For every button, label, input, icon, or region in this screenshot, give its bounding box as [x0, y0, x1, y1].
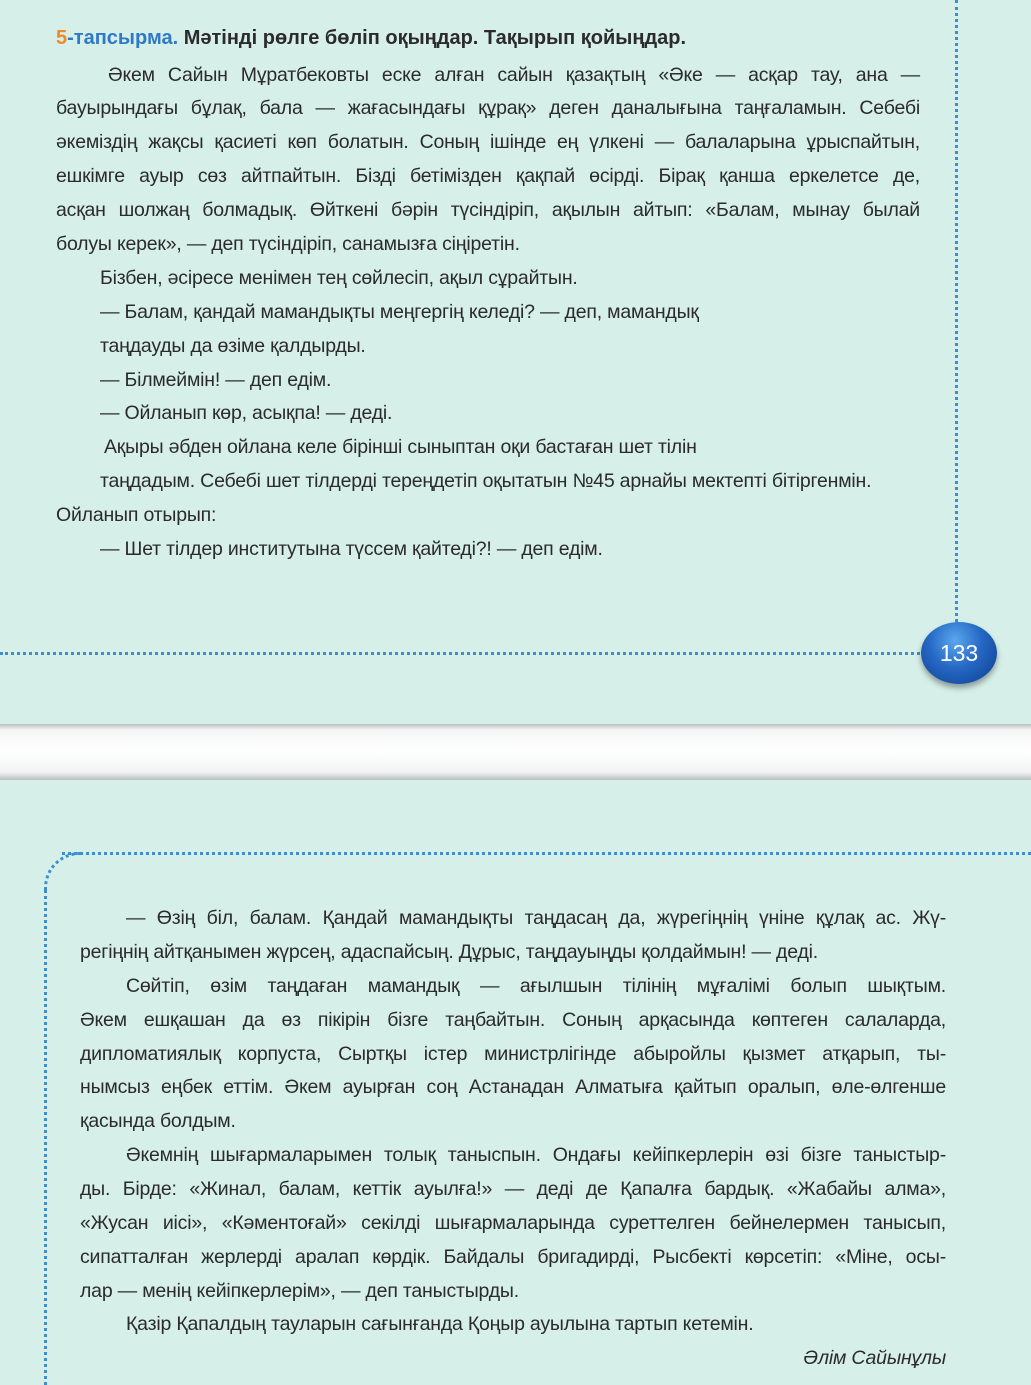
dialogue-line: — Білмеймін! — деп едім.	[100, 369, 332, 391]
task-heading	[56, 27, 686, 50]
paragraph-line: Ақыры әбден ойлана келе бірінші сыныптан оқи бастаған шет тілін	[104, 436, 697, 458]
paragraph-line: дипломатиялық корпуста, Сыртқы істер министрлігінде абыройлы қызмет атқарып, ты-	[80, 1043, 946, 1065]
task-instruction: Мәтінді рөлге бөліп оқыңдар. Тақырып қойыңдар.	[183, 27, 687, 49]
dotted-border-left	[44, 890, 47, 1385]
paragraph-line: ды. Бірде: «Жинал, балам, кеттік ауылға!» — деді де Қапалға бардық. «Жабайы алма»,	[80, 1178, 946, 1200]
dialogue-line: — Балам, қандай мамандықты меңгергің келеді? — деп, мамандық	[100, 301, 699, 323]
dialogue-line: — Шет тілдер институтына түссем қайтеді?! — деп едім.	[100, 538, 603, 560]
paragraph-line: қасында болдым.	[80, 1110, 236, 1132]
paragraph-line: әкеміздің жақсы қасиеті көп болатын. Соның ішінде ең үлкені — балаларына ұрыспайтын,	[56, 131, 920, 153]
paragraph-line: Бізбен, әсіресе менімен тең сөйлесіп, ақыл сұрайтын.	[100, 267, 578, 289]
paragraph-line: лар — менің кейіпкерлерім», — деп таныстырды.	[80, 1280, 519, 1302]
dialogue-line: таңдауды да өзіме қалдырды.	[100, 335, 366, 357]
paragraph-line: Ойланып отырып:	[56, 504, 217, 526]
paragraph-line: сипатталған жерлерді аралап көрдік. Байдалы бригадирді, Рысбекті көрсетіп: «Міне, осы-	[80, 1246, 946, 1268]
page-separator	[0, 724, 1031, 780]
author-signature: Әлім Сайынұлы	[803, 1347, 946, 1369]
dialogue-line: — Ойланып көр, асықпа! — деді.	[100, 402, 393, 424]
paragraph-line: «Жусан иісі», «Кәментоғай» секілді шығармаларында суреттелген бейнелермен танысып,	[80, 1212, 946, 1234]
paragraph-line: Әкем ешқашан да өз пікірін бізге таңбайтын. Соның арқасында көптеген салаларда,	[80, 1009, 946, 1031]
dotted-border-right	[955, 0, 958, 628]
paragraph-line: таңдадым. Себебі шет тілдерді тереңдетіп оқытатын №45 арнайы мектепті бітіргенмін.	[100, 470, 872, 492]
dotted-border-bottom-page-top	[62, 852, 1031, 855]
paragraph-line: болуы керек», — деп түсіндіріп, санамызға сіңіретін.	[56, 233, 520, 255]
paragraph-line: ешкімге ауыр сөз айтпайтын. Бізді бетімізден қақпай өсірді. Бірақ қанша еркелетсе де,	[56, 165, 920, 187]
task-number: 5	[56, 27, 68, 49]
paragraph-line: Сөйтіп, өзім таңдаған мамандық — ағылшын тілінің мұғалімі болып шықтым.	[126, 975, 946, 997]
paragraph-line: регіңнің айтқанымен жүрсең, адаспайсың. Дұрыс, таңдауыңды қолдаймын! — деді.	[80, 941, 818, 963]
paragraph-line: Әкемнің шығармаларымен толық таныспын. Ондағы кейіпкерлерін өзі бізге таныстыр-	[126, 1144, 946, 1166]
dotted-border-top-page-bottom	[0, 652, 920, 655]
page-number-badge: 133	[921, 622, 997, 684]
paragraph-line: Қазір Қапалдың тауларын сағынғанда Қоңыр ауылына тартып кетемін.	[126, 1313, 754, 1335]
paragraph-line: нымсыз еңбек еттім. Әкем ауырған соң Астанадан Алматыға қайтып оралып, өле-өлгенше	[80, 1076, 946, 1098]
paragraph-line: Әкем Сайын Мұратбековты еске алған сайын қазақтың «Әке — асқар тау, ана —	[108, 64, 920, 86]
paragraph-line: бауырындағы бұлақ, бала — жағасындағы құрақ» деген даналығына таңғаламын. Себебі	[56, 97, 920, 119]
task-word: -тапсырма.	[67, 27, 179, 49]
dialogue-line: — Өзің біл, балам. Қандай мамандықты таңдасаң да, жүрегіңнің үніне құлақ ас. Жү-	[126, 907, 946, 929]
paragraph-line: асқан шолжаң болмадық. Өйткені бәрін түсіндіріп, ақылын айтып: «Балам, мынау былай	[56, 199, 920, 221]
